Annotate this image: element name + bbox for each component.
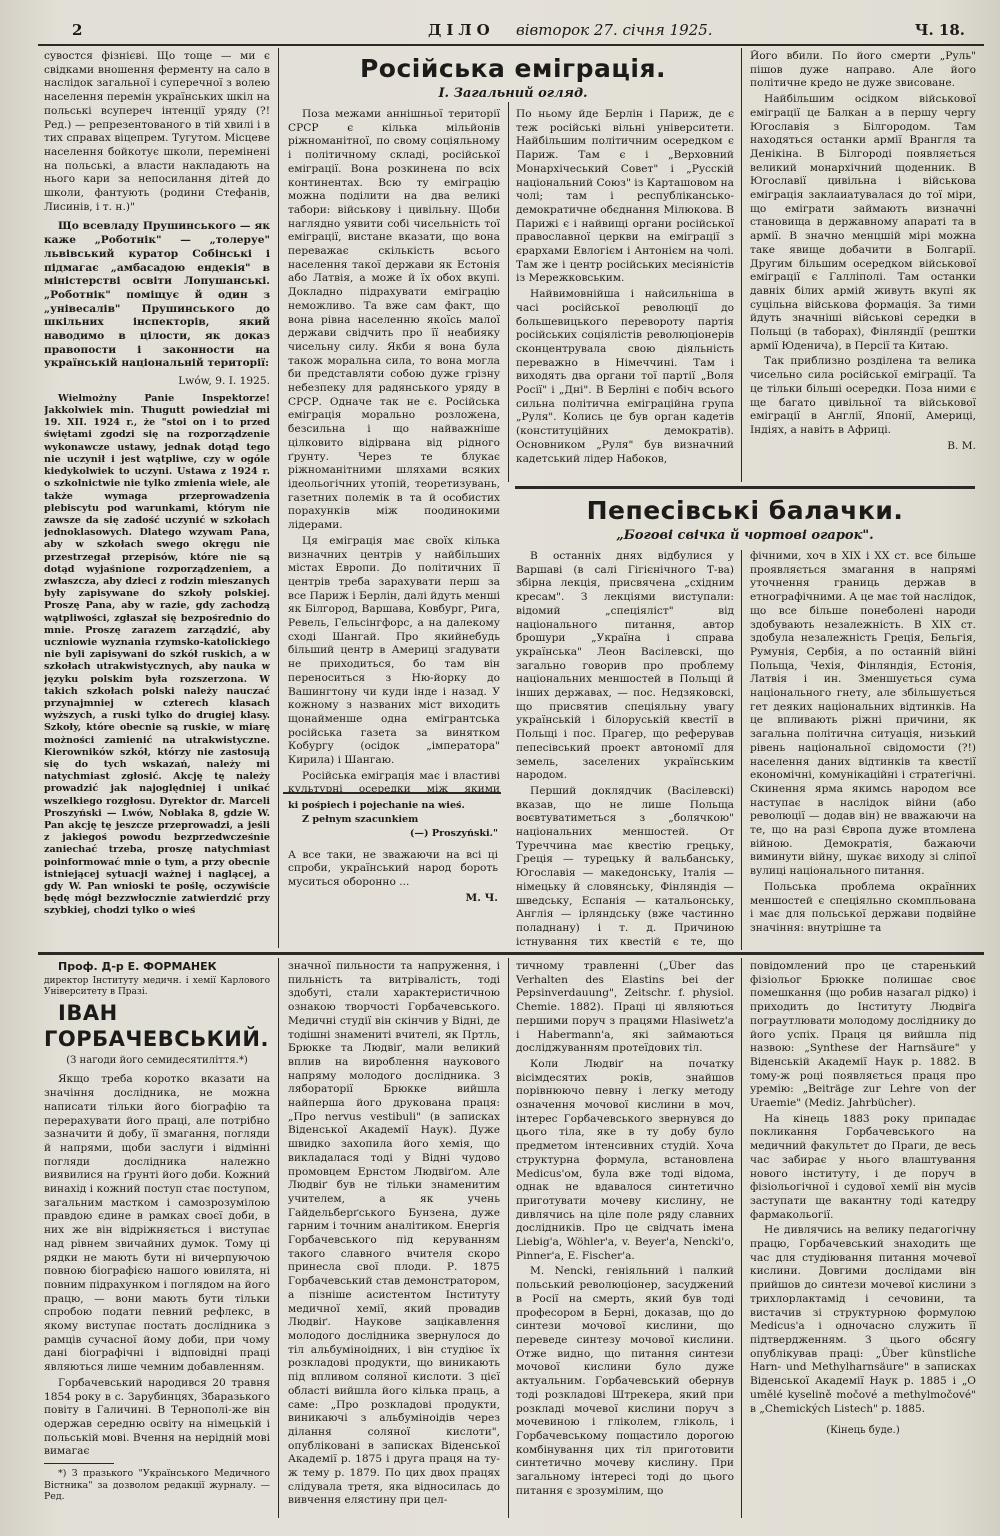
paragraph: повідомлений про це старенький фізіольог Брюкке полишає своє помешкання (що робив назагал рідко) і приходить до Інституту Людвіґа пограутлювати молодому досліднику до його успіх. Праця ця вийшла під назвою: „Synthese der Harnsäure" у Віденській Академії Наук р. 1882. В тому-ж році появляється праця про уремію: „Beiträge zur Lehre von der Uraemie" (Mediz. Jahrbücher).	[750, 960, 976, 1110]
section-rule	[38, 952, 984, 955]
paragraph: А все таки, не зважаючи на всі ці спроби, український народ бороть муситься оборонно ...	[288, 848, 498, 889]
paragraph: Коли Людвіґ на початку вісімдесятих років, знайшов порівнюючо певну і легку методу означення мочової кислини в моч, інтерес Горбачевського звернувся до цього тіла, яке в ту добу було предметом інтенсивних студій. Хоча структурна формула, встановлена Medicus'ом, була вже тоді відома, однак не вдавалося синтетично приготувати мочеву кислину, не дивлячись на ціле поле ряду славних дослідників. Про це свідчать імена Liebig'a, Wöhler'a, v. Beyer'a, Nencki'o, Pinner'a, E. Fischer'a.	[516, 1057, 734, 1262]
column-divider	[508, 102, 509, 482]
paragraph: Його вбили. По його смерти „Руль" пішов дуже направо. Але його політичне кредо не дуже звисоване.	[750, 50, 976, 90]
headline-pepesivski: Пепесівські балачки.	[586, 496, 904, 525]
balachky-col-a	[516, 550, 734, 950]
paragraph: Перший доклядчик (Васілевскі) вказав, що не лише Польща воєвтуватиметься з „болячкою" національних меншостей. От Туреччина має квестію грецьку, Греція — турецьку й вальбанську, Югославія — македонську, Італія — німецьку й словянську, Фінляндія — шведську, Еспанія — катальонську, Англія — ірляндську (вже частинно поладнану) і т. д. Причиною істнування тих квестій є те, що	[516, 784, 734, 948]
subheadline-pepesivski: „Богові свічка й чортові огарок".	[616, 528, 874, 543]
article-occasion: (З нагоди його семидесятиліття.*)	[66, 1054, 248, 1066]
paragraph: M. Nencki, геніяльний і палкий польський революціонер, засуджений в Росії на смерть, який був тоді професором в Берні, доказав, що до синтези мочової кислини, що переведе синтезу мочової кислини. Отже видно, що питання синтези мочової кислини було дуже актуальним. Горбачевський обернув тоді розкладові Штрекера, який при розкладі мочевої кислини поруч з мочевиною і гліколем, гліколь, і Горбачевському пощастило дорогою комбінування цих тіл приготовити синтетично мочеву кислину. При загальному інтересі тоді до цього питання є зрозумілим, що	[516, 1265, 734, 1497]
footnote-rule	[44, 1463, 114, 1464]
author-affiliation: директор Інституту медичн. і хемії Карлового Університету в Празі.	[44, 975, 270, 997]
paragraph: По ньому йде Берлін і Париж, де є теж російські вільні університети. Найбільшим політичним осередком є Париж. Там є і „Верховний Монархічеський Совет" і „Русскій національний Союз" із Карташовом на чолі; там і республіканськo-демократичне обєднання Мілюкова. В Парижі є і найвищі органи російської православної церкви на еміграції з єрархами Евлогієм і Антонієм на чолі. Там же і центр російських месіяністів із Мережковським.	[516, 108, 734, 285]
footnote: *) З празького "Українського Медичного Вістника" за дозволом редакції журналу. — Ред.	[44, 1468, 270, 1503]
paragraph: Найбільшим осідком військової еміграції це Балкан а в першу чергу Югославія з Білгородом. Там находяться останки армії Врангля та Денікіна. В Білгороді появляється великий монархічний щоденник. В Югославії цивільна і військова еміграція заклаиатувалася до тої міри, що еміграти займають визначні становища в державному апараті та в армії. В значно менцшій мірі можна таке явище добачити в Болгарії. Другим більшим осередком військової еміграції є Галліполі. Там останки давніх білих армій живуть вкупі як суцільна військова формація. За тими йдуть значніші військові середки в Польщі (в таборах), Фінляндії (рештки армії Юденича), в Персії та Китаю.	[750, 93, 976, 352]
paragraph: В останніх днях відбулися у Варшаві (в салі Гігієнічного Т-ва) збірна лекція, присвячена „східним кресам". З лекціями виступали: відомий „спеціяліст" від національного питання, автор брошури „Україна і справа українська" Леон Васілевскі, що загально говорив про проблему національних меншостей в Польщі й інших державах, — пос. Недзяковскі, що присвятив спеціяльну увагу українській і білоруській квестії в Польщі і пос. Прагер, що реферував пепесівський проект автономії для земель, заселених українським народом.	[516, 550, 734, 782]
paragraph: значної пильности та напруження, і пильність та витріваліcть, тоді здобуті, стали характеристичною ознакою творчості Горбачевського. Медичні студії він скінчив у Відні, де тодішні знамениті вчителі, як Пртль, Брюкке та Людвіґ, мали великий вплив на вироблення наукового напряму молодого дослідника. З лябораторії Брюкке вийшла найперша його друкована праця: „Про nervus vestibuli" (в записках Віденської Академії Наук). Дуже швидко захопила його хемія, що викладалася тоді у Відні чудово промовцем Ернстом Людвіґом. Але Людвіґ був не тільки знаменитим учителем, а як учень Гайдельберґського Бунзена, дуже гарним і точним аналітиком. Енергія Горбачевського під керуванням такого славного вчителя скоро принесла свої плоди. Р. 1875 Горбачевський став демонстратором, а пізніше асистентом Інституту медичної хемії, який провадив Людвіґ. Наукове зацікавлення молодого дослідника звернулося до тіл альбуміноідних, і він студіює їх розкладові продукти, що виникають під впливом соляної кислоти. З цієї області вийшла його кілька праць, а саме: „Про розкладові продукти, виникаючі з альбуміноідів через ділання соляної кислоти", опубліковані в записках Віденської Академії р. 1875 і друга праця на ту-ж тему р. 1879. По цих двох працях слідувала третя, яка відносилась до вивчення елястину при цел-	[288, 960, 500, 1507]
paragraph: сувостся фізнієві. Що тоще — ми є свідками вношення ферменту на сало в наслідок загальної і суперечної з волею населення перемін українських шкіл на польські всупереч інтенції уряду (?! Ред.) — репрезентованого в тій хвилі і в тих справах віцепрем. Тугутом. Місцеве населення бойкотує школи, перемінені на польські, а власти накладають на нього кари за непосилання дітей до школи, фантують (родини Стефанів, Лисинів, і т. н.)"	[44, 50, 270, 213]
russian-col-c	[750, 50, 976, 482]
column-divider	[741, 550, 742, 950]
paragraph: На кінець 1883 року припадає покликання Горбачевського на медичний факультет до Праги, де весь час забирає у нього влаштування нового інституту, і де поруч в фізіольогічної і судової хемії він мусів заступати ще вакантну тоді катедру фармакольогії.	[750, 1112, 976, 1221]
headline-russian-emigration: Російська еміграція.	[359, 54, 666, 83]
article-signature: В. М.	[947, 439, 976, 452]
signature-mch: М. Ч.	[465, 891, 498, 904]
paragraph: Якщо треба коротко вказати на значіння дослідника, не можна написати тільки його біографію та перерахувати його праці, але потрібно зазначити й добу, її змагання, погляди й напрями, щоби заслуги і відмінні погляди дослідника належно виявилися на ґрунті його доби. Кожний винахід і кожний поступ стає поступом, загальним мастком і самозрозумілою правдою єдине в рамках своєї доби, в них же він відріжняється і виступає над рівнем звичайних думок. Тому ці рядки не мають бути ні вичерпуючою повною біографією нашого ювилята, ні повним підрахунком і поглядом на його працю, — вони мають бути тільки спробою подати певний рефлекс, в якому виступає постать дослідника з рамців сучасної йому доби, при чому дані біографічні і відповідні праці являються лише чемним добавленням.	[44, 1073, 270, 1374]
paragraph: Не дивлячись на велику педагогічну працю, Горбачевський знаходить ще час для студіювання питання мочевої кислини. Довгими дослідами він прийшов до синтези мочевої кислини з трихлорлактамід і сечовини, та вистачив зі структурною формулою Medicus'a і одночасно служить її підтвердженням. З цього обсягу опублікував праці: „Über künstliche Harn- und Methylharnsäure" в записках Віденської Академії Наук р. 1885 і „O umělé kyselině močové a methylmočové" в „Chemických Listech" р. 1885.	[750, 1224, 976, 1415]
column-divider	[278, 958, 279, 1518]
horbachevsky-col-1	[44, 960, 270, 1520]
issue-date: вівторок 27. січня 1925.	[516, 21, 713, 39]
closing-greeting: Z pełnym szacunkiem	[302, 814, 419, 826]
column-divider	[508, 958, 509, 1518]
paragraph: Найвимовнійша і найсильніша в часі російської революції до большевицького перевороту партія російських соціялістів революціонерів сконцентрувала свою діяльність переважно в Німеччині. Там і виходять два органи тої партії „Воля Росії" і „Дні". В Берліні є побіч всього сильна політична еміграційна група „Руля". Колись це був орган кадетів (конституційних демократів). Основником „Руля" був визначний кадетський лідер Набоков,	[516, 288, 734, 465]
paragraph: Поза межами аннішньої території СРСР є кілька мільйонів ріжноманітної, по свому соціяльному і політичному складі, російської еміграції. Вона розкинена по всіх континентах. Всю ту еміграцію можна поділити на два великі табори: військову і цивільну. Щоби наглядно уявити собі чисельність тої еміграції, вистане вказати, що вона переважає скількість всього населення такої держави як Естонія або Латвія, а може й їх обох вкупі. Докладно підрахувати еміграцію неможливо. Та вже сам факт, що вона рівна населенню якоїсь малої держави свідчить про її неабияку чисельну силу. Якби я вона була також моральна сила, то вона могла би представляти собою дуже грізну небезпеку для радянського уряду в СРСР. Одначе так не є. Російська еміграція морально розложена, безсильна і що найважніше цілковито відірвана від рідного ґрунту. Через те блукає ріжноманітними шляхами всяких ідеольогічних утопій, теоретизувань, газетних полемік в та й особистих порахунків між поодинокими лідерами.	[288, 108, 500, 532]
header-rule	[38, 44, 984, 46]
column-divider	[741, 958, 742, 1518]
paragraph: Так приблизно розділена та велика чисельно сила російської еміграції. Та це тільки більші осередки. Поза ними є ще багато цивільної та військової еміграції в Англії, Японії, Америці, Індіях, а навіть в Африці.	[750, 355, 976, 436]
subheadline-general-overview: І. Загальний огляд.	[438, 86, 588, 101]
russian-col-b	[516, 108, 734, 482]
article-author: Проф. Д-р Е. ФОРМАНЕК	[58, 960, 217, 973]
page-header	[30, 18, 985, 42]
column-divider	[741, 48, 742, 482]
article-title: ІВАН ГОРБАЧЕВСЬКИЙ.	[44, 1000, 269, 1051]
article-prushynsky	[44, 50, 270, 950]
continued-note: (Кінець буде.)	[826, 1425, 900, 1437]
section-rule	[515, 486, 975, 489]
page-number: 2	[72, 21, 83, 39]
column-divider	[278, 48, 279, 948]
paragraph: Що всевладу Прушинського — як каже „Роботнік" — „толеруе" львівський куратор Собінські і підмагає „амбасадою ендекія" в міністерстві освіти Лопушанські. „Роботнік" поміщує й один з „унівесалів" Прушинського до шкільних інспекторів, який наводимо в цілости, як доказ правопости і законности на українській національній території:	[44, 220, 270, 370]
russian-col-a	[288, 108, 500, 798]
place-date: Lwów, 9. I. 1925.	[178, 375, 270, 388]
horbachevsky-col-4	[750, 960, 976, 1520]
paragraph: Ця еміграція має своїх кілька визначних центрів у найбільших містах Европи. До політичних її центрів треба зарахувати перш за все Париж і Берлін, далі йдуть менші як Білгород, Варшава, Ковбург, Рига, Ревель, Гельсінгфорс, а на далекому сході Шангай. Про якийнебудь більший центр в Америці згадувати не приходиться, бо там він переноситься з Ню-йорку до Вашингтону чи куди інде і назад. У кожному з названих міст виходить щонайменше одна емігрантська російська газета за винятком Кобургу (осідок „імператора" Кирила) і Шангаю.	[288, 534, 500, 767]
letter-signature: (—) Proszyński."	[409, 828, 498, 840]
paragraph: Польська проблема окраїнних меншостей є спеціяльно скомпльована і має для польської держави подвійне значіння: внутрішне та	[750, 880, 976, 934]
paragraph: фічними, хоч в XIX і XX ст. все більше проявляється змагання в напрямі уточнення границь держав в етнографічними. А це має той наслідок, що все більше понеболені народи здобувають незалежність. В XIX ст. здобула незалежність Греція, Бельгія, Румунія, Сербія, а по останній війні Польща, Чехія, Фінляндія, Естонія, Латвія і ин. Зменшується сума національного гнету, але збільшується гет деяких національних відтинків. На це впливають ріжні причини, як загальна політична ситуація, низький рівень національної свідомости (?!) населення даних відтинків та квестії економічні, комунікаційні і стратегічні. Скинення ярма якимсь народом все наступає в наслідок війни (або революції — додав він) не вважаючи на те, що на разі Європа дуже втомлена війною. Демократія, бажаючи виминути війну, шукає виходу зі сліпої вулиці національного питання.	[750, 550, 976, 878]
balachky-col-b	[750, 550, 976, 950]
letter-closing	[288, 800, 498, 950]
horbachevsky-col-3	[516, 960, 734, 1520]
paragraph: тичному травленні („Über das Verhalten des Elastins bei der Pepsinverdauung", Zeitschr. f. physiol. Chemie. 1882). Праці ці являються першими поруч з працями Hlasiwetz'a і Habermann'a, які займаються досліджуванням протеїдових тіл.	[516, 960, 734, 1055]
newspaper-title: ДІЛО	[428, 21, 495, 39]
paragraph: Горбачевський народився 20 травня 1854 року в с. Зарубинцях, Збаразького повіту в Галичині. В Тернополі-же він одержав середню освіту на німецькій і польській мові. Вчення на нерідній мові вимагає	[44, 1376, 270, 1458]
issue-number: Ч. 18.	[914, 21, 965, 39]
horbachevsky-col-2	[288, 960, 500, 1520]
closing-line: ki pośpiech i pojechanie na wieś.	[288, 800, 465, 811]
paragraph: Російська еміграція має і властиві культурні осередки між якими	[288, 769, 500, 796]
polish-document: Wielmożny Panie Inspektorze! Jakkolwiek min. Thugutt powiedział mi 19. XII. 1924 r., że "stoi on i to przed świętami zgodzi się na rozporządzenie wykonawcze ustawy, jednak dotąd tego nie uczynił i jest wątpliwe, czy w ogóle kiedykolwiek to uczyni. Ustawa z 1924 r. o szkolnictwie nie tylko zmienia wiele, ale także wymaga przeprowadzenia plebiscytu pod warunkami, którym nie zawsze da się zadość uczynić w szkołach jednoklasowych. Dlatego wzywam Pana, aby w szkołach swego okręgu nie przestrzegał przepisów, które nie są dotąd wyjaśnione rozporządzeniem, a zwłaszcza, aby dzieci z rodzin mieszanych były zapisywane do szkoły polskiej. Proszę Pana, aby w razie, gdy zachodzą wątpliwości, zgłaszał się bezpośrednio do mnie. Proszę zarazem zarządzić, aby uczniowie wyznania rzymsko-katolickiego nie byli zapisywani do szkół ruskich, a w szkołach utrakwistycznych, aby nauka w języku polskim była rozszerzona. W takich szkołach polski należy nauczać przynajmniej w czterech klasach wyższych, a ruski tylko do drugiej klasy. Szkoły, które obecnie są ruskie, w miarę możności zamienić na utrakwistyczne. Kierowników szkół, którzy nie zastosują się do tych wskazań, należy mi natychmiast zgłosić. Akcję tę należy prowadzić jak najoględniej i unikać wszelkiego rozgłosu. Dyrektor dr. Marceli Proszyński — Lwów, Noblaka 8, gdzie W. Pan akcję tę jeszcze przeprowadzi, a jeśli z jakiegoś powodu bezprzedwcześnie zaniechać trzeba, proszę natychmiast poinformować mnie o tym, a przy obecnie istniejącej sytuacji ważnej i naglącej, a gdy W. Pan wnioski te poślę, oczywiście będę mógł bezzwłocznie zatwierdzić przy szybkiej, chodzi tylko o wieś	[44, 392, 270, 917]
